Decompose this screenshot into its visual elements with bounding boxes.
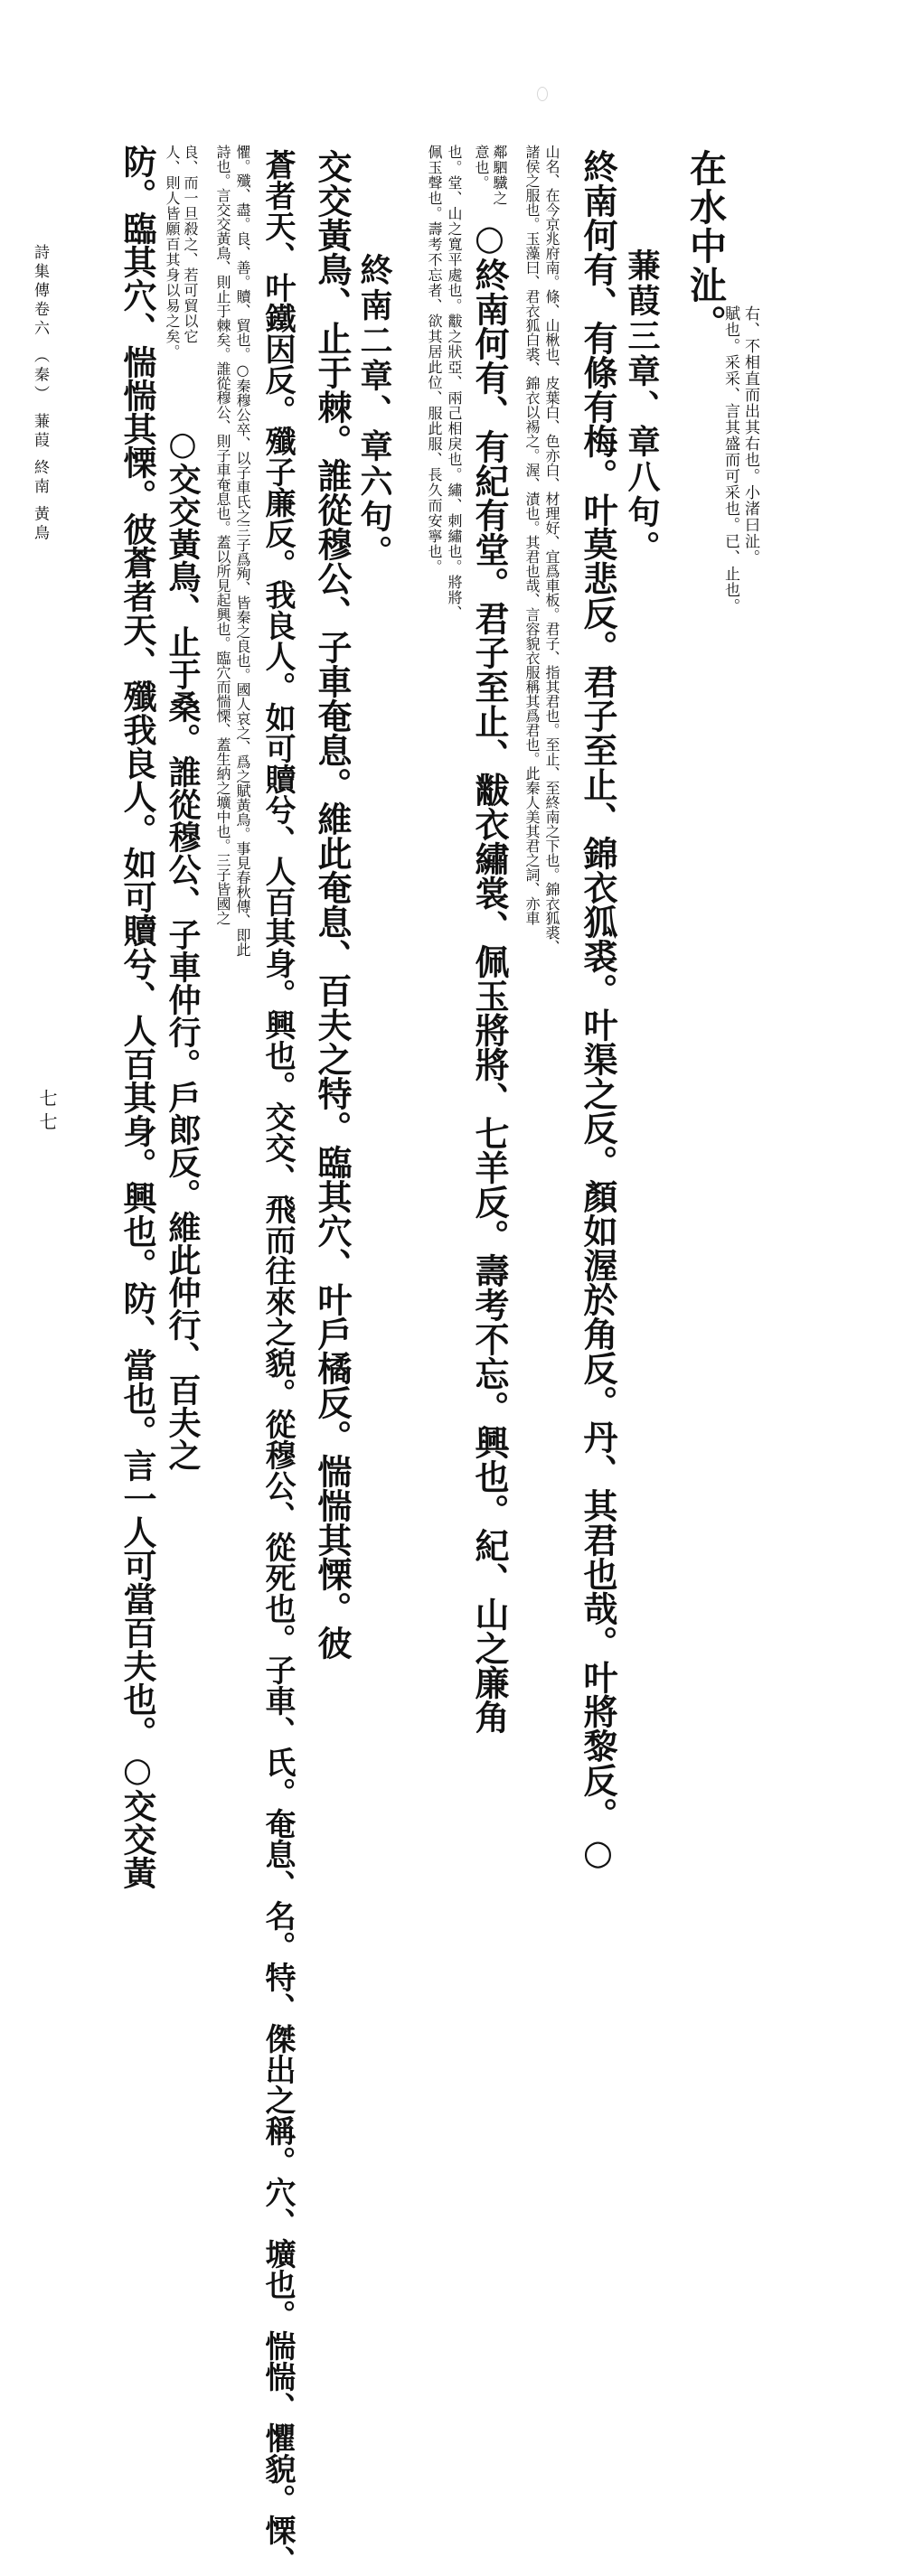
footer-text: 詩集傳卷六 （秦） 蒹葭 終南 黃鳥 <box>31 244 49 544</box>
text-column-1 <box>683 149 727 343</box>
heading-text: 蒹葭三章、章八句。 <box>623 248 661 566</box>
commentary-line: 佩玉聲也。壽考不忘者、欲其居此位、服此服、長久而安寧也。 <box>426 145 443 575</box>
text-column-4 <box>578 149 618 1872</box>
main-text: ○終南何有、有紀有堂。君子至止、黻衣繡裳、佩玉將將、七羊反。壽考不忘。興也。紀、山之廉角 <box>469 217 510 1734</box>
main-text: 防。臨其穴、惴惴其慄。彼蒼者天、殲我良人。如可贖兮、人百其身。興也。防、當也。言一人可當百夫也。○交交黃 <box>118 145 157 1889</box>
commentary-column-5b <box>523 145 541 925</box>
ink-speck <box>537 87 548 101</box>
text-column-9 <box>312 149 353 1660</box>
heading-text: 終南二章、章六句。 <box>355 253 393 570</box>
text-column-12 <box>164 425 202 1471</box>
commentary-column-6b <box>472 145 490 191</box>
commentary-line: 諸侯之服也。玉藻曰、君衣狐白裘、錦衣以裼之。渥、漬也。其君也哉、言容貌衣服稱其爲君也。此秦人美其君之詞、亦車 <box>523 145 541 925</box>
commentary-line: 鄰駟驖之 <box>491 145 508 206</box>
commentary-column-12a <box>181 145 199 344</box>
commentary-column-7b <box>425 145 443 575</box>
commentary-column-2b <box>741 305 759 569</box>
commentary-column-5a <box>542 145 560 954</box>
text-column-13 <box>118 145 157 1889</box>
commentary-column-6a <box>490 145 508 206</box>
commentary-column-11b <box>213 145 231 925</box>
section-heading-zhongnan <box>355 253 393 570</box>
page-number <box>34 1089 61 1136</box>
commentary-line: 意也。 <box>473 145 490 191</box>
commentary-line: 懼。殲、盡。良、善。贖、貿也。○秦穆公卒、以子車氏之三子爲殉、皆秦之良也。國人哀之、爲之賦黃鳥。事見春秋傳、即此 <box>234 145 251 957</box>
main-text: 在水中沚。 <box>683 149 727 343</box>
commentary-line: 賦也。采采、言其盛而可采也。已、止也。 <box>721 305 739 614</box>
main-text: 蒼者天、叶鐵因反。殲子廉反。我良人。如可贖兮、人百其身。興也。交交、飛而往來之貌。從穆公、從死也。子車、氏。奄息、名。特、傑出之稱。穴、壙也。惴惴、懼貌。慄、 <box>259 149 296 2576</box>
commentary-line: 右、不相直而出其右也。小渚曰沚。 <box>741 305 759 566</box>
section-heading-jianjia <box>623 248 661 566</box>
main-text: ○交交黃鳥、止于桑。誰從穆公、子車仲行。戶郎反。維此仲行、百夫之 <box>164 425 202 1471</box>
commentary-line: 也。堂、山之寬平處也。黻之狀亞、兩己相戾也。繡、刺繡也。將將、 <box>446 145 463 621</box>
commentary-line: 良、而一旦殺之、若可貿以它 <box>182 145 199 344</box>
commentary-line: 人、則人皆願百其身以易之矣。 <box>164 145 181 360</box>
text-column-10 <box>259 149 296 2576</box>
commentary-column-7a <box>445 145 463 621</box>
running-footer <box>32 244 47 544</box>
commentary-column-2 <box>721 305 739 618</box>
commentary-column-11a <box>233 145 251 957</box>
commentary-column-12b <box>163 145 181 360</box>
main-text: 交交黃鳥、止于棘。誰從穆公、子車奄息。維此奄息、百夫之特。臨其穴、叶戶橘反。惴惴其慄。彼 <box>312 149 353 1660</box>
page-number-text: 七七 <box>36 1089 58 1136</box>
text-column-6 <box>469 217 510 1734</box>
commentary-line: 山名、在今京兆府南。條、山楸也、皮葉白、色亦白、材理好、宜爲車板。君子、指其君也。至止、至終南之下也。錦衣狐裘、 <box>543 145 560 954</box>
commentary-line: 詩也。言交交黃鳥、則止于棘矣。誰從穆公、則子車奄息也。蓋以所見起興也。臨穴而惴慄、蓋生納之壙中也。三子皆國之 <box>214 145 231 925</box>
main-text: 終南何有、有條有梅。叶莫悲反。君子至止、錦衣狐裘。叶渠之反。顏如渥於角反。丹、其君也哉。叶將黎反。○ <box>578 149 618 1872</box>
